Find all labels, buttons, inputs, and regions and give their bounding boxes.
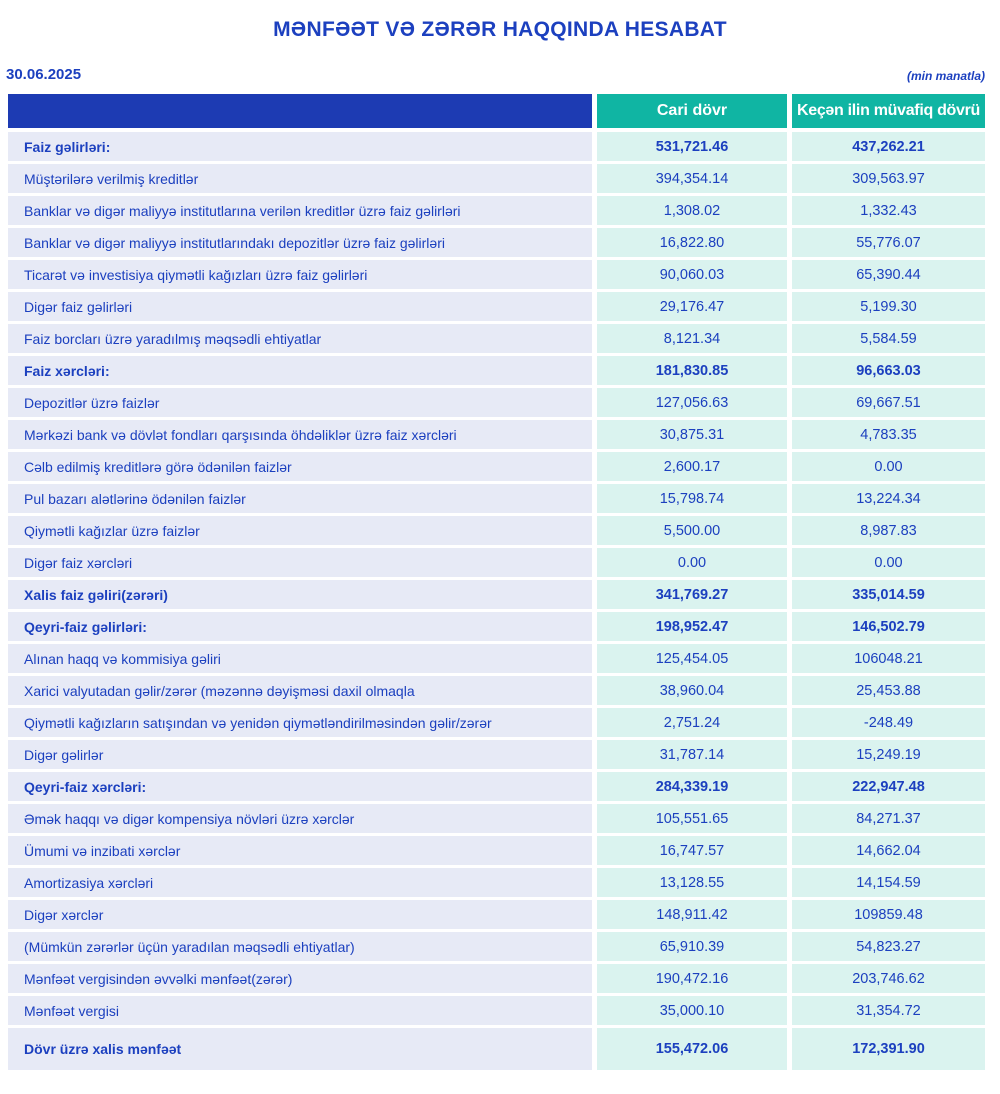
- row-label: Digər faiz xərcləri: [8, 548, 592, 577]
- table-row: [8, 388, 985, 417]
- row-value-current: 5,500.00: [597, 516, 787, 545]
- table-row: [8, 548, 985, 577]
- row-value-previous: 25,453.88: [792, 676, 985, 705]
- row-value-previous: 15,249.19: [792, 740, 985, 769]
- row-value-current: 284,339.19: [597, 772, 787, 801]
- row-label: Mənfəət vergisi: [8, 996, 592, 1025]
- row-value-previous: 65,390.44: [792, 260, 985, 289]
- table-row: [8, 932, 985, 961]
- row-value-previous: 8,987.83: [792, 516, 985, 545]
- table-row: [8, 804, 985, 833]
- row-value-current: 127,056.63: [597, 388, 787, 417]
- row-value-current: 16,822.80: [597, 228, 787, 257]
- table-header: [8, 94, 985, 128]
- row-label: Digər faiz gəlirləri: [8, 292, 592, 321]
- row-label: Faiz gəlirləri:: [8, 132, 592, 161]
- row-label: Qiymətli kağızların satışından və yenidən qiymətləndirilməsindən gəlir/zərər: [8, 708, 592, 737]
- row-value-previous: 106048.21: [792, 644, 985, 673]
- table-row: [8, 964, 985, 993]
- row-value-current: 181,830.85: [597, 356, 787, 385]
- row-label: Xalis faiz gəliri(zərəri): [8, 580, 592, 609]
- row-label: Qiymətli kağızlar üzrə faizlər: [8, 516, 592, 545]
- pnl-table: [8, 94, 985, 1070]
- row-value-previous: 4,783.35: [792, 420, 985, 449]
- table-row: [8, 996, 985, 1025]
- row-value-previous: 31,354.72: [792, 996, 985, 1025]
- table-row: [8, 772, 985, 801]
- table-row: [8, 644, 985, 673]
- row-value-previous: 84,271.37: [792, 804, 985, 833]
- table-row: [8, 324, 985, 353]
- row-value-previous: 309,563.97: [792, 164, 985, 193]
- row-value-current: 394,354.14: [597, 164, 787, 193]
- row-label: Depozitlər üzrə faizlər: [8, 388, 592, 417]
- row-value-previous: 55,776.07: [792, 228, 985, 257]
- row-value-current: 125,454.05: [597, 644, 787, 673]
- row-value-current: 13,128.55: [597, 868, 787, 897]
- row-label: (Mümkün zərərlər üçün yaradılan məqsədli ehtiyatlar): [8, 932, 592, 961]
- row-value-current: 90,060.03: [597, 260, 787, 289]
- row-value-current: 198,952.47: [597, 612, 787, 641]
- table-row: [8, 164, 985, 193]
- table-row: [8, 676, 985, 705]
- row-value-previous: 13,224.34: [792, 484, 985, 513]
- column-header-previous: Keçən ilin müvafiq dövrü: [792, 94, 985, 128]
- table-row: [8, 420, 985, 449]
- row-value-previous: 96,663.03: [792, 356, 985, 385]
- table-row: [8, 196, 985, 225]
- row-value-current: 16,747.57: [597, 836, 787, 865]
- row-value-current: 155,472.06: [597, 1028, 787, 1070]
- row-value-current: 531,721.46: [597, 132, 787, 161]
- row-label: Dövr üzrə xalis mənfəət: [8, 1028, 592, 1070]
- meta-row: [6, 66, 985, 83]
- row-value-current: 148,911.42: [597, 900, 787, 929]
- table-row: [8, 740, 985, 769]
- row-value-previous: 5,199.30: [792, 292, 985, 321]
- table-row: [8, 836, 985, 865]
- row-value-previous: -248.49: [792, 708, 985, 737]
- row-label: Digər xərclər: [8, 900, 592, 929]
- table-row: [8, 580, 985, 609]
- row-value-current: 1,308.02: [597, 196, 787, 225]
- row-value-current: 35,000.10: [597, 996, 787, 1025]
- row-label: Xarici valyutadan gəlir/zərər (məzənnə dəyişməsi daxil olmaqla: [8, 676, 592, 705]
- table-row: [8, 452, 985, 481]
- table-row: [8, 260, 985, 289]
- unit-note: (min manatla): [906, 69, 985, 83]
- table-row: [8, 484, 985, 513]
- row-label: Ümumi və inzibati xərclər: [8, 836, 592, 865]
- row-label: Banklar və digər maliyyə institutlarındakı depozitlər üzrə faiz gəlirləri: [8, 228, 592, 257]
- table-row: [8, 1028, 985, 1070]
- row-value-previous: 5,584.59: [792, 324, 985, 353]
- row-label: Banklar və digər maliyyə institutlarına verilən kreditlər üzrə faiz gəlirləri: [8, 196, 592, 225]
- row-value-previous: 109859.48: [792, 900, 985, 929]
- row-value-current: 2,751.24: [597, 708, 787, 737]
- row-value-current: 2,600.17: [597, 452, 787, 481]
- table-row: [8, 228, 985, 257]
- row-value-previous: 69,667.51: [792, 388, 985, 417]
- row-label: Pul bazarı alətlərinə ödənilən faizlər: [8, 484, 592, 513]
- row-value-current: 31,787.14: [597, 740, 787, 769]
- row-value-previous: 54,823.27: [792, 932, 985, 961]
- row-label: Amortizasiya xərcləri: [8, 868, 592, 897]
- row-value-previous: 0.00: [792, 452, 985, 481]
- row-value-previous: 203,746.62: [792, 964, 985, 993]
- row-value-current: 0.00: [597, 548, 787, 577]
- column-header-current: Cari dövr: [597, 94, 787, 128]
- row-value-current: 105,551.65: [597, 804, 787, 833]
- row-label: Faiz borcları üzrə yaradılmış məqsədli ehtiyatlar: [8, 324, 592, 353]
- header-spacer-cell: [8, 94, 592, 128]
- row-value-previous: 172,391.90: [792, 1028, 985, 1070]
- table-row: [8, 356, 985, 385]
- table-row: [8, 516, 985, 545]
- row-value-current: 341,769.27: [597, 580, 787, 609]
- row-value-previous: 437,262.21: [792, 132, 985, 161]
- table-row: [8, 900, 985, 929]
- row-value-previous: 1,332.43: [792, 196, 985, 225]
- table-body: [8, 132, 985, 1070]
- row-value-previous: 0.00: [792, 548, 985, 577]
- row-value-previous: 222,947.48: [792, 772, 985, 801]
- row-label: Digər gəlirlər: [8, 740, 592, 769]
- table-row: [8, 868, 985, 897]
- row-value-previous: 14,154.59: [792, 868, 985, 897]
- row-value-current: 8,121.34: [597, 324, 787, 353]
- table-row: [8, 292, 985, 321]
- row-value-current: 190,472.16: [597, 964, 787, 993]
- report-date: 30.06.2025: [6, 66, 82, 83]
- row-label: Əmək haqqı və digər kompensiya növləri üzrə xərclər: [8, 804, 592, 833]
- row-value-current: 15,798.74: [597, 484, 787, 513]
- row-value-current: 30,875.31: [597, 420, 787, 449]
- row-label: Mərkəzi bank və dövlət fondları qarşısında öhdəliklər üzrə faiz xərcləri: [8, 420, 592, 449]
- row-value-previous: 335,014.59: [792, 580, 985, 609]
- row-label: Qeyri-faiz xərcləri:: [8, 772, 592, 801]
- row-label: Ticarət və investisiya qiymətli kağızları üzrə faiz gəlirləri: [8, 260, 592, 289]
- table-row: [8, 132, 985, 161]
- row-label: Cəlb edilmiş kreditlərə görə ödənilən faizlər: [8, 452, 592, 481]
- row-label: Mənfəət vergisindən əvvəlki mənfəət(zərər): [8, 964, 592, 993]
- row-label: Alınan haqq və kommisiya gəliri: [8, 644, 592, 673]
- row-value-current: 29,176.47: [597, 292, 787, 321]
- row-value-current: 65,910.39: [597, 932, 787, 961]
- row-label: Qeyri-faiz gəlirləri:: [8, 612, 592, 641]
- row-label: Müştərilərə verilmiş kreditlər: [8, 164, 592, 193]
- table-row: [8, 708, 985, 737]
- row-value-current: 38,960.04: [597, 676, 787, 705]
- row-value-previous: 146,502.79: [792, 612, 985, 641]
- page-title: MƏNFƏƏT VƏ ZƏRƏR HAQQINDA HESABAT: [273, 18, 727, 41]
- row-value-previous: 14,662.04: [792, 836, 985, 865]
- row-label: Faiz xərcləri:: [8, 356, 592, 385]
- table-row: [8, 612, 985, 641]
